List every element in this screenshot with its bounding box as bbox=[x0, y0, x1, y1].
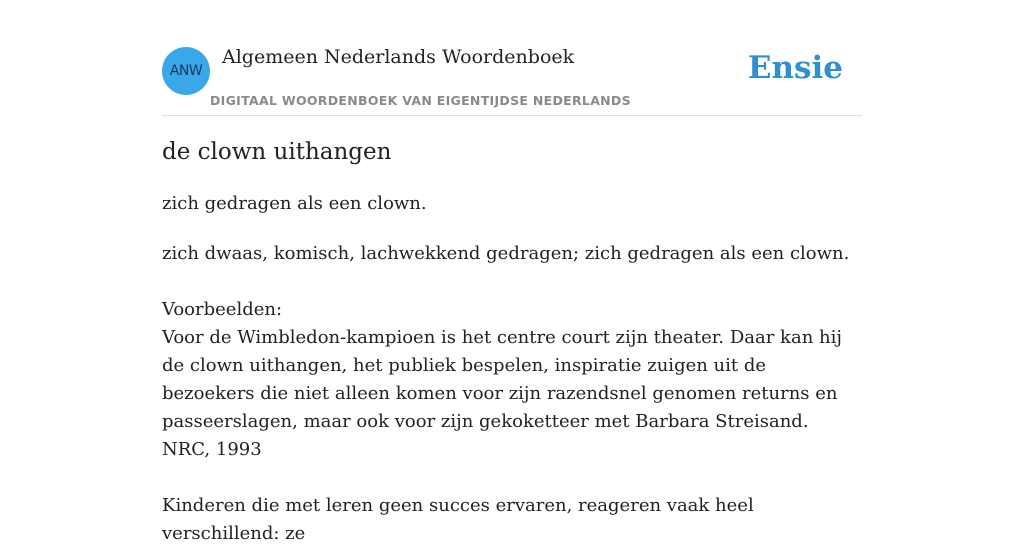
entry-title: de clown uithangen bbox=[162, 139, 392, 165]
site-header bbox=[162, 0, 862, 116]
anw-logo[interactable] bbox=[162, 47, 210, 95]
example-text: Voor de Wimbledon-kampioen is het centre court zijn theater. Daar kan hij de clown uithangen, het publiek bespelen, inspiratie zuigen uit de bezoekers die niet alleen komen voor zijn razendsnel genomen returns en passeerslagen, maar ook voor zijn gekoketteer met Barbara Streisand. bbox=[162, 327, 842, 432]
short-definition: zich gedragen als een clown. bbox=[162, 193, 427, 214]
site-title[interactable]: Algemeen Nederlands Woordenboek bbox=[222, 46, 575, 68]
site-subtitle: DIGITAAL WOORDENBOEK VAN EIGENTIJDSE NEDERLANDS bbox=[210, 93, 631, 108]
logo-text: ANW bbox=[169, 63, 203, 79]
example-text: Kinderen die met leren geen succes ervaren, reageren vaak heel verschillend: ze bbox=[162, 495, 754, 544]
entry-body bbox=[162, 240, 862, 548]
definition: zich dwaas, komisch, lachwekkend gedragen; zich gedragen als een clown. bbox=[162, 243, 850, 264]
examples-label: Voorbeelden: bbox=[162, 299, 283, 320]
page bbox=[162, 0, 862, 544]
example-source: NRC, 1993 bbox=[162, 439, 262, 460]
ensie-brand-logo[interactable]: Ensie bbox=[747, 50, 843, 86]
